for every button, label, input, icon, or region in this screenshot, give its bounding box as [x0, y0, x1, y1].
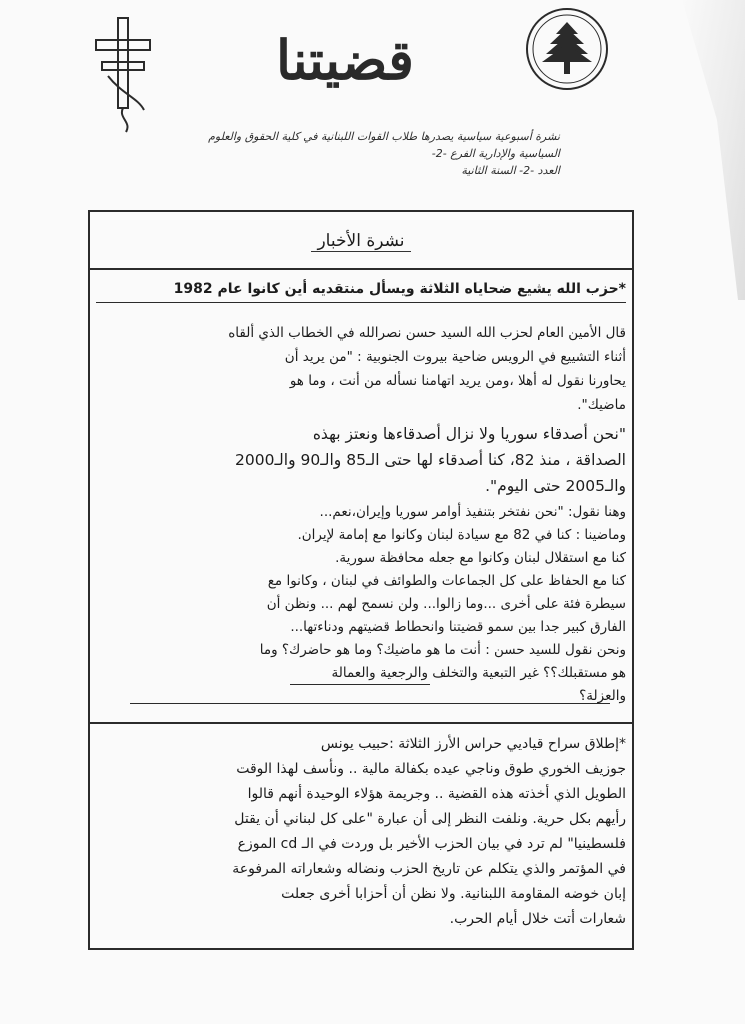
text-line: هو مستقبلك؟؟ غير التبعية والتخلف والرجعية والعمالة — [331, 665, 626, 681]
text-line: والـ2005 حتى اليوم". — [485, 477, 626, 495]
text-line: قال الأمين العام لحزب الله السيد حسن نصرالله في الخطاب الذي ألقاه — [228, 325, 626, 341]
text-line: رأيهم بكل حرية. ونلفت النظر إلى أن عبارة "على كل لبناني أن يقتل — [234, 811, 626, 827]
text-line: ماضيك". — [577, 397, 626, 413]
story-hezbollah — [96, 278, 626, 708]
text-line: وماضينا : كنا في 82 مع سيادة لبنان وكانوا مع إمامة لإيران. — [297, 527, 626, 543]
text-line: في المؤتمر والذي يتكلم عن تاريخ الحزب ونضاله وشعاراته المرفوعة — [232, 861, 626, 877]
headline-underline — [96, 302, 626, 303]
text-line: الفارق كبير جدا بين سمو قضيتنا وانحطاط قضيتهم ودناءتها... — [290, 619, 626, 635]
story-headline-line: *إطلاق سراح قياديي حراس الأرز الثلاثة :حبيب يونس — [320, 736, 626, 752]
masthead-title: قضيتنا — [276, 28, 414, 92]
text-line: سيطرة فئة على أخرى ...وما زالوا... ولن نسمح لهم ... ونظن أن — [266, 596, 626, 612]
story-paragraph — [96, 321, 626, 417]
text-line: إبان خوضه المقاومة اللبنانية. ولا نظن أن أحزابا أخرى جعلت — [281, 886, 626, 902]
publication-info — [208, 128, 560, 179]
cross-logo-icon — [88, 14, 158, 134]
question-underline — [290, 684, 430, 685]
closing-underline — [130, 703, 610, 704]
story-headline: *حزب الله يشيع ضحاياه الثلاثة ويسأل منتقديه أين كانوا عام 1982 — [173, 281, 626, 297]
text-line: كنا مع استقلال لبنان وكانوا مع جعله محافظة سورية. — [335, 550, 626, 566]
story-divider — [88, 722, 634, 724]
story-paragraph — [96, 732, 626, 932]
issue-line: العدد -2- السنة الثانية — [461, 164, 560, 177]
story-quote — [96, 421, 626, 499]
text-line: ونحن نقول للسيد حسن : أنت ما هو ماضيك؟ وما هو حاضرك؟ وما — [259, 642, 626, 658]
text-line: فلسطينيا" لم ترد في بيان الحزب الأخير بل وردت في الـ cd الموزع — [237, 836, 626, 852]
text-line: "نحن أصدقاء سوريا ولا نزال أصدقاءها ونعتز بهذه — [312, 425, 626, 443]
text-line: الطويل الذي أخذته هذه القضية .. وجريمة هؤلاء الوحيدة أنهم قالوا — [247, 786, 626, 802]
publication-line-1: نشرة أسبوعية سياسية يصدرها طلاب القوات اللبنانية في كلية الحقوق والعلوم — [208, 130, 560, 143]
text-line: جوزيف الخوري طوق وناجي عيده بكفالة مالية .. ونأسف لهذا الوقت — [236, 761, 626, 777]
frame-header-divider — [88, 268, 634, 270]
masthead — [0, 0, 745, 200]
text-line: وهنا نقول: "نحن نفتخر بتنفيذ أوامر سوريا وإيران،نعم... — [319, 504, 626, 520]
text-line: أثناء التشييع في الرويس ضاحية بيروت الجنوبية : "من يريد أن — [284, 349, 626, 365]
text-line: والعزلة؟ — [579, 688, 626, 704]
publication-line-2: السياسية والإدارية الفرع -2- — [431, 147, 560, 160]
text-line: كنا مع الحفاظ على كل الجماعات والطوائف في لبنان ، وكانوا مع — [267, 573, 626, 589]
story-paragraph — [96, 501, 626, 708]
section-title — [88, 226, 634, 256]
text-line: شعارات أتت خلال أيام الحرب. — [449, 911, 626, 927]
text-line: الصداقة ، منذ 82، كنا أصدقاء لها حتى الـ85 والـ90 والـ2000 — [235, 451, 626, 469]
cedar-seal-icon — [524, 6, 610, 92]
section-title-text: نشرة الأخبار — [311, 231, 410, 252]
story-cedar-guards — [96, 732, 626, 932]
text-line: يحاورنا نقول له أهلا ،ومن يريد اتهامنا نسأله من أنت ، وما هو — [289, 373, 626, 389]
